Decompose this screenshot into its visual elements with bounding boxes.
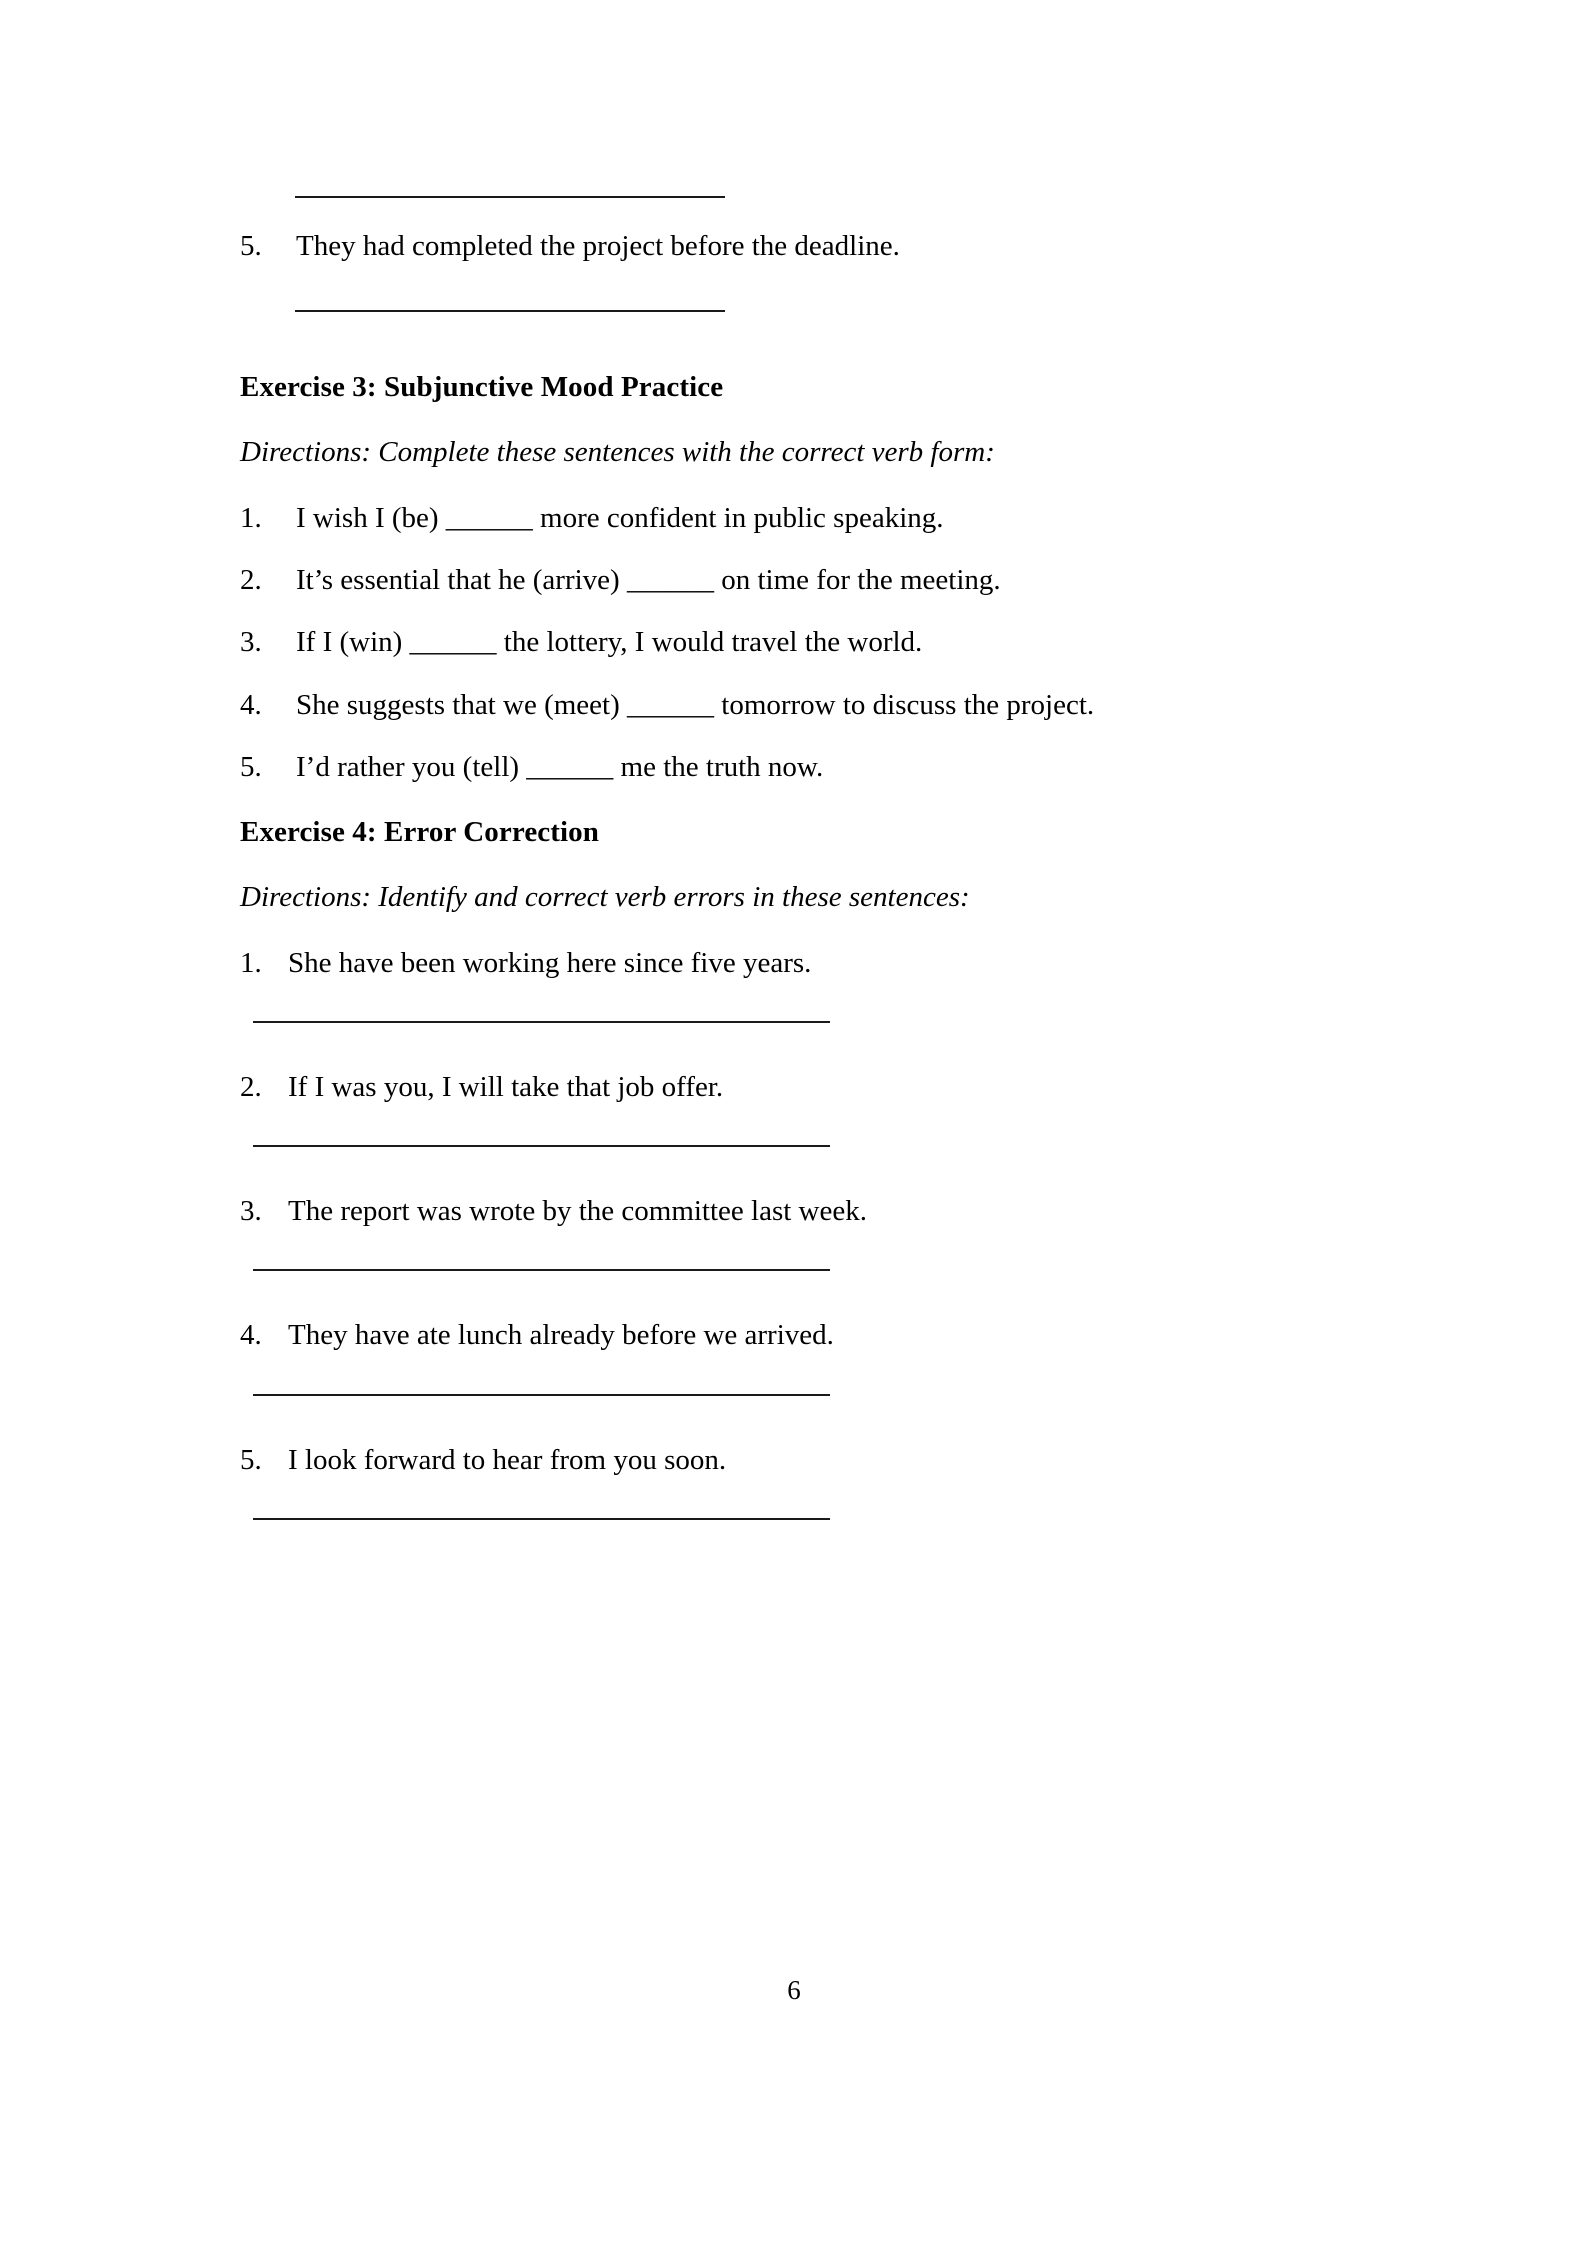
- spacer: [240, 1147, 1360, 1193]
- list-item-text: She have been working here since five years.: [288, 946, 812, 979]
- list-item-number: 5.: [240, 1443, 262, 1476]
- spacer: [240, 598, 1360, 624]
- list-item-text: She suggests that we (meet) ______ tomorrow to discuss the project.: [296, 688, 1095, 721]
- exercise-4-list: [240, 945, 1360, 1520]
- spacer: [240, 1478, 1360, 1518]
- list-item-text: If I (win) ______ the lottery, I would travel the world.: [296, 626, 923, 659]
- list-item: [240, 624, 1360, 660]
- list-item-number: 4.: [240, 688, 262, 721]
- list-item-number: 2.: [240, 1070, 262, 1103]
- spacer: [240, 850, 1360, 880]
- list-item-text: They had completed the project before the deadline.: [296, 230, 900, 262]
- list-item-number: 1.: [240, 946, 262, 979]
- list-item-number: 5.: [240, 750, 262, 783]
- spacer: [240, 1354, 1360, 1394]
- list-item: [240, 945, 1360, 981]
- answer-rule: [253, 1518, 830, 1520]
- list-item-text: It’s essential that he (arrive) ______ on time for the meeting.: [296, 564, 1001, 597]
- spacer: [240, 470, 1360, 500]
- list-item-number: 3.: [240, 626, 262, 659]
- spacer: [240, 723, 1360, 749]
- list-item-number: 5.: [240, 230, 262, 262]
- spacer: [240, 1396, 1360, 1442]
- list-item-text: They have ate lunch already before we arrived.: [288, 1319, 834, 1352]
- list-item: [240, 1317, 1360, 1353]
- exercise-3-directions: Directions: Complete these sentences with the correct verb form:: [240, 436, 995, 469]
- exercise-4-heading: Exercise 4: Error Correction: [240, 816, 600, 849]
- spacer: [240, 785, 1360, 815]
- list-item: [240, 687, 1360, 723]
- list-item-number: 3.: [240, 1195, 262, 1228]
- list-item: [240, 228, 1360, 264]
- list-item-number: 1.: [240, 501, 262, 534]
- spacer: [240, 198, 1360, 228]
- spacer: [240, 536, 1360, 562]
- spacer: [240, 264, 1360, 310]
- spacer: [240, 1023, 1360, 1069]
- list-item-text: The report was wrote by the committee last week.: [288, 1195, 867, 1228]
- spacer: [240, 405, 1360, 435]
- spacer: [240, 1105, 1360, 1145]
- list-item-number: 4.: [240, 1319, 262, 1352]
- spacer: [240, 915, 1360, 945]
- spacer: [240, 981, 1360, 1021]
- spacer: [240, 1271, 1360, 1317]
- list-item-text: I wish I (be) ______ more confident in public speaking.: [296, 501, 944, 534]
- list-item-number: 2.: [240, 564, 262, 597]
- exercise-4-directions: Directions: Identify and correct verb errors in these sentences:: [240, 880, 970, 913]
- page-number: 6: [787, 1975, 801, 2005]
- list-item-text: If I was you, I will take that job offer.: [288, 1070, 724, 1103]
- exercise-3-list: [240, 500, 1360, 785]
- list-item: [240, 749, 1360, 785]
- page-content: [240, 196, 1360, 1520]
- spacer: [240, 1229, 1360, 1269]
- list-item-text: I’d rather you (tell) ______ me the truth now.: [296, 750, 824, 783]
- list-item-text: I look forward to hear from you soon.: [288, 1443, 727, 1476]
- list-item: [240, 1193, 1360, 1229]
- spacer: [240, 312, 1360, 370]
- spacer: [240, 661, 1360, 687]
- exercise-3-heading: Exercise 3: Subjunctive Mood Practice: [240, 371, 724, 404]
- list-item: [240, 1069, 1360, 1105]
- list-item: [240, 562, 1360, 598]
- list-item: [240, 500, 1360, 536]
- list-item: [240, 1442, 1360, 1478]
